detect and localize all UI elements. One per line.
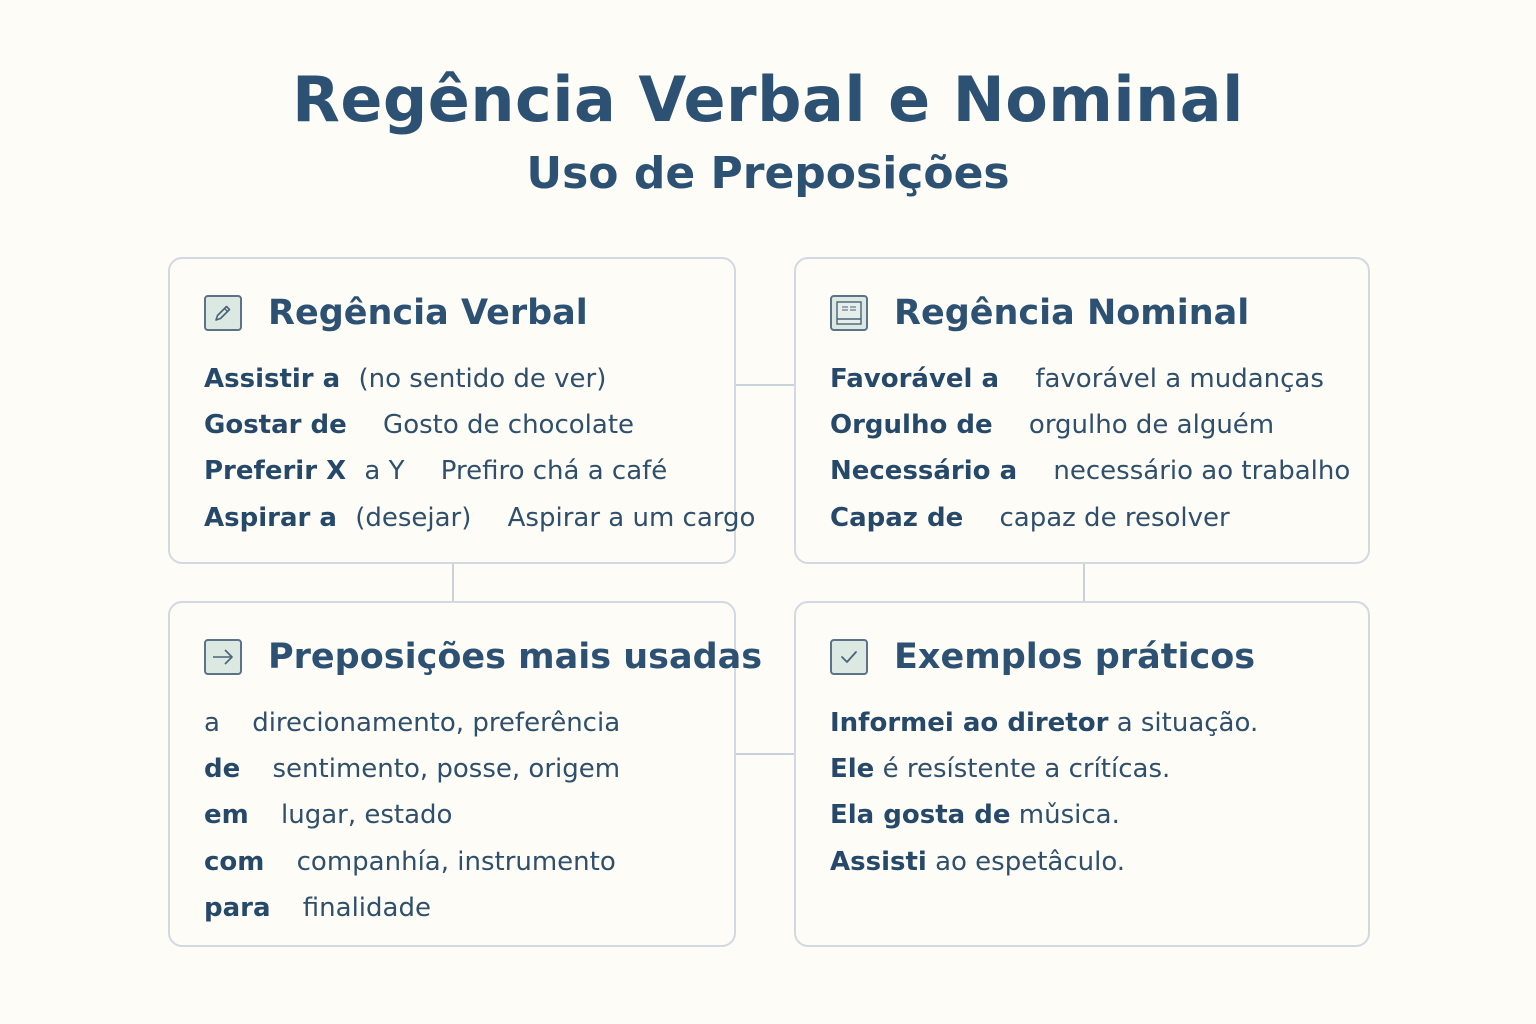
card-exemplos xyxy=(794,601,1370,947)
connector-preposicoes-exemplos xyxy=(735,753,795,755)
example-rest: é resístente a crítícas. xyxy=(882,754,1171,785)
verb-note: (desejar) xyxy=(355,502,472,533)
card-regencia-nominal xyxy=(794,257,1370,564)
card-header xyxy=(204,635,762,679)
verbal-list xyxy=(204,359,755,544)
noun-example: favorável a mudanças xyxy=(1035,364,1324,394)
list-item xyxy=(204,498,755,544)
example-rest: ao espetâculo. xyxy=(935,846,1126,877)
preposition-term: de xyxy=(204,754,241,785)
list-item xyxy=(204,749,620,795)
card-header xyxy=(830,635,1255,679)
verb-term: Assistir a xyxy=(204,364,341,394)
preposition-term: com xyxy=(204,846,265,877)
nominal-list xyxy=(830,359,1350,544)
list-item xyxy=(204,703,620,749)
verb-term: Aspirar a xyxy=(204,502,337,533)
preposition-meaning: sentimento, posse, origem xyxy=(272,754,621,785)
connector-nominal-exemplos xyxy=(1083,563,1085,602)
checkmark-icon xyxy=(830,639,868,675)
card-preposicoes xyxy=(168,601,763,947)
card-header xyxy=(830,291,1249,335)
preposition-term: em xyxy=(204,800,249,831)
list-item xyxy=(204,359,755,405)
noun-term: Orgulho de xyxy=(830,410,993,441)
connector-verbal-preposicoes xyxy=(452,563,454,602)
verb-note: (no sentido de ver) xyxy=(358,364,607,394)
card-title: Exemplos práticos xyxy=(894,637,1256,677)
preposition-meaning: finalidade xyxy=(302,892,431,923)
list-item xyxy=(830,405,1350,451)
arrow-right-icon xyxy=(204,639,242,675)
card-header xyxy=(204,291,588,335)
pencil-icon xyxy=(204,295,242,331)
list-item xyxy=(204,405,755,451)
example-bold: Assisti xyxy=(830,846,927,877)
book-icon xyxy=(830,295,868,331)
list-item xyxy=(830,703,1258,749)
example-bold: Ele xyxy=(830,754,875,785)
example-rest: mǔsica. xyxy=(1018,800,1120,831)
list-item xyxy=(204,888,620,934)
preposition-meaning: companhía, instrumento xyxy=(296,846,616,877)
preposition-list xyxy=(204,703,620,934)
verb-term: Preferir X xyxy=(204,456,347,487)
verb-note: a Y xyxy=(364,456,405,487)
verb-example: Aspirar a um cargo xyxy=(507,502,756,533)
example-bold: Ela gosta de xyxy=(830,800,1011,831)
card-regencia-verbal xyxy=(168,257,756,564)
list-item xyxy=(830,795,1258,841)
noun-example: necessário ao trabalho xyxy=(1053,456,1351,487)
noun-term: Favorável a xyxy=(830,364,1000,394)
preposition-meaning: lugar, estado xyxy=(281,800,453,831)
noun-term: Necessário a xyxy=(830,456,1018,487)
noun-example: orgulho de alguém xyxy=(1028,410,1275,441)
example-bold: Informei ao diretor xyxy=(830,708,1109,738)
card-title: Regência Verbal xyxy=(268,293,588,333)
example-rest: a situação. xyxy=(1116,708,1259,738)
noun-term: Capaz de xyxy=(830,502,964,533)
list-item xyxy=(830,359,1350,405)
verb-term: Gostar de xyxy=(204,410,347,441)
list-item xyxy=(830,842,1258,888)
list-item xyxy=(204,795,620,841)
verb-example: Gosto de chocolate xyxy=(383,410,635,441)
page-title: Regência Verbal e Nominal xyxy=(292,63,1244,136)
page-subtitle: Uso de Preposições xyxy=(526,148,1010,199)
card-title: Regência Nominal xyxy=(894,293,1250,333)
preposition-term: para xyxy=(204,892,271,923)
list-item xyxy=(204,842,620,888)
list-item xyxy=(830,451,1350,497)
list-item xyxy=(830,498,1350,544)
noun-example: capaz de resolver xyxy=(999,502,1230,533)
list-item xyxy=(830,749,1258,795)
verb-example: Prefiro chá a café xyxy=(440,456,668,487)
preposition-term: a xyxy=(204,708,220,738)
example-list xyxy=(830,703,1258,888)
list-item xyxy=(204,451,755,497)
preposition-meaning: direcionamento, preferência xyxy=(252,708,621,738)
card-title: Preposições mais usadas xyxy=(268,637,763,677)
